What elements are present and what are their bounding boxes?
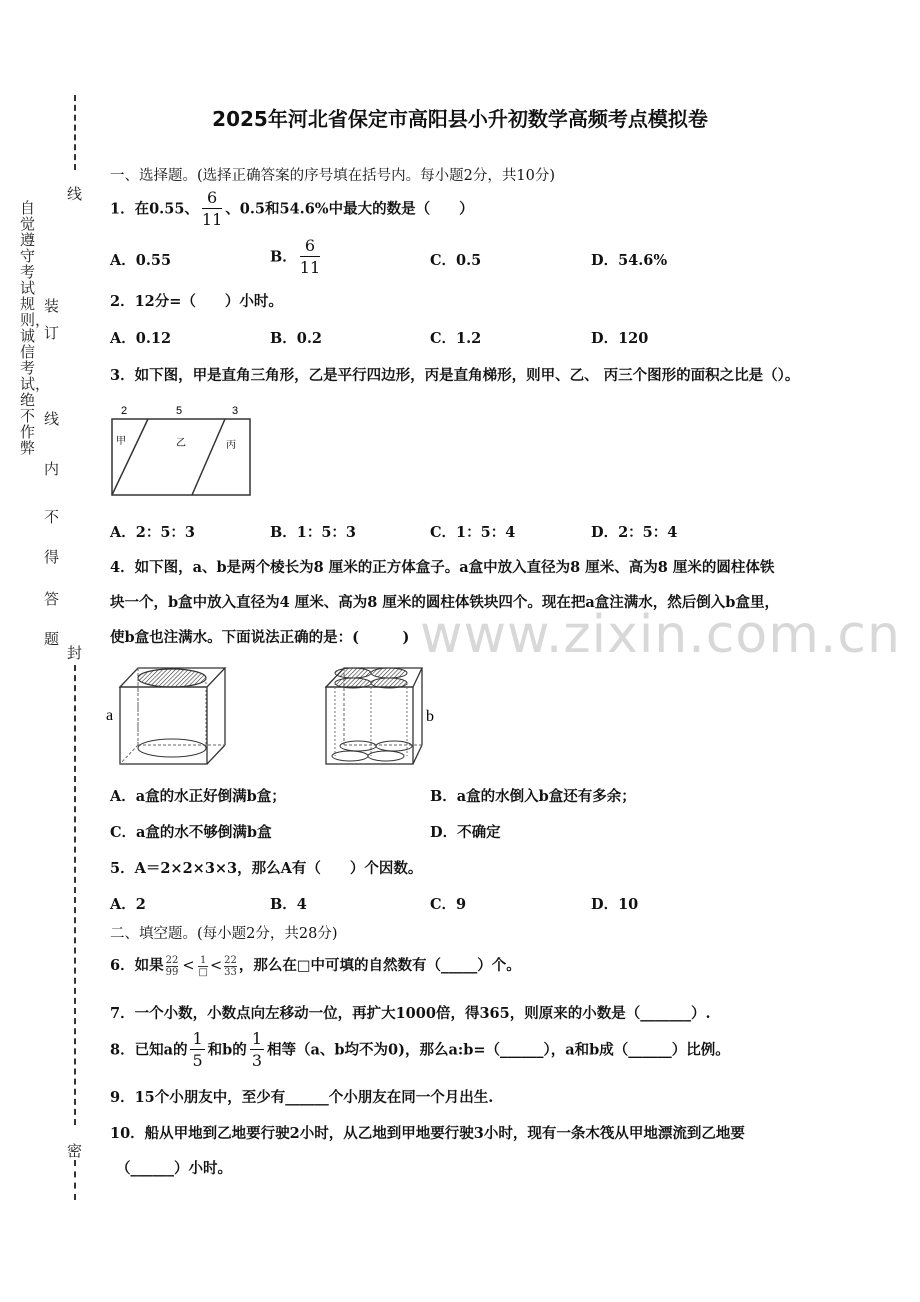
question-1 — [110, 188, 474, 231]
figure-label: 丙 — [226, 440, 236, 451]
question-4-line: 块一个，b盒中放入直径为4 厘米、高为8 厘米的圆柱体铁块四个。现在把a盒注满水，然后倒入b盒里， — [110, 594, 779, 611]
margin-label: 订 — [44, 324, 60, 342]
fraction: $\frac{6}{11}$ — [299, 236, 321, 277]
margin-label: 答 — [44, 590, 60, 608]
margin-label: 线 — [44, 410, 60, 428]
margin-label: 线 — [67, 185, 83, 203]
figure-label: 5 — [176, 405, 183, 417]
option-c[interactable]: C．1：5：4 — [430, 524, 516, 541]
margin-label: 内 — [44, 460, 60, 478]
margin-dash-line — [74, 665, 76, 1125]
question-text: 、0.5和54.6%中最大的数是（ ） — [225, 200, 474, 218]
question-4-line: 4．如下图，a、b是两个棱长为8 厘米的正方体盒子。a盒中放入直径为8 厘米、高为8 厘米的圆柱体铁 — [110, 559, 775, 576]
option-b[interactable]: B． $\frac{6}{11}$ — [270, 236, 321, 277]
figure-label: 甲 — [116, 436, 126, 447]
margin-label: 装 — [44, 297, 60, 315]
margin-dash-line — [74, 1160, 76, 1200]
question-10-line: 10．船从甲地到乙地要行驶2小时，从乙地到甲地要行驶3小时，现有一条木筏从甲地漂流到乙地要 — [110, 1125, 745, 1142]
option-b[interactable]: B．4 — [270, 896, 307, 913]
option-d[interactable]: D．不确定 — [430, 824, 501, 841]
section-header: 一、选择题。(选择正确答案的序号填在括号内。每小题2分，共10分) — [110, 168, 555, 184]
option-d[interactable]: D．10 — [591, 896, 639, 913]
page-title: 2025年河北省保定市高阳县小升初数学高频考点模拟卷 — [212, 107, 708, 131]
fraction: $\frac{1}{5}$ — [192, 1029, 203, 1070]
option-a[interactable]: A．2：5：3 — [110, 524, 196, 541]
margin-label: 封 — [67, 644, 83, 662]
figure-label: 乙 — [176, 438, 186, 449]
margin-label: 密 — [67, 1142, 83, 1160]
option-a[interactable]: A．0.55 — [110, 252, 172, 269]
figure-label: 3 — [232, 405, 239, 417]
question-3: 3．如下图，甲是直角三角形，乙是平行四边形，丙是直角梯形，则甲、乙、 丙三个图形的面积之比是（）。 — [110, 367, 800, 384]
option-a[interactable]: A．a盒的水正好倒满b盒； — [110, 788, 286, 805]
option-c[interactable]: C．1.2 — [430, 330, 482, 347]
question-5: 5．A＝2×2×3×3，那么A有（ ）个因数。 — [110, 860, 423, 877]
option-a[interactable]: A．0.12 — [110, 330, 172, 347]
question-2: 2．12分=（ ）小时。 — [110, 293, 283, 310]
option-d[interactable]: D．120 — [591, 330, 649, 347]
question-6: 6．如果 $\frac{22}{99}$ < 1 □ < $\frac{22}{33}$ ，那么在□中可填的自然数有（_____）个。 — [110, 954, 521, 978]
margin-label: 不 — [44, 508, 60, 526]
margin-label: 题 — [44, 630, 60, 648]
cube-b-figure — [318, 660, 440, 772]
question-4-line: 使b盒也注满水。下面说法正确的是：( ) — [110, 629, 410, 646]
question-9: 9．15个小朋友中，至少有______个小朋友在同一个月出生. — [110, 1089, 494, 1106]
fraction: 1 □ — [198, 954, 208, 978]
question-10-line: （______）小时。 — [116, 1160, 232, 1177]
fraction: $\frac{22}{99}$ — [165, 954, 179, 978]
section-header: 二、填空题。(每小题2分，共28分) — [110, 926, 338, 942]
option-b[interactable]: B．a盒的水倒入b盒还有多余； — [430, 788, 636, 805]
figure-label: b — [426, 708, 434, 725]
option-d[interactable]: D．54.6% — [591, 252, 668, 269]
cube-a-figure — [104, 660, 234, 772]
question-7: 7．一个小数，小数点向左移动一位，再扩大1000倍，得365，则原来的小数是（_______）. — [110, 1005, 711, 1022]
fraction: $\frac{1}{3}$ — [251, 1029, 262, 1070]
figure-label: 2 — [121, 405, 128, 417]
question-8: 8．已知a的 $\frac{1}{5}$ 和b的 $\frac{1}{3}$ 相等（a、b均不为0)，那么a:b=（______），a和b成（______）比例。 — [110, 1029, 730, 1070]
option-b[interactable]: B．0.2 — [270, 330, 322, 347]
option-c[interactable]: C．a盒的水不够倒满b盒 — [110, 824, 272, 841]
option-d[interactable]: D．2：5：4 — [591, 524, 678, 541]
option-a[interactable]: A．2 — [110, 896, 146, 913]
question-text: 1．在0.55、 — [110, 200, 199, 218]
option-c[interactable]: C．9 — [430, 896, 467, 913]
option-c[interactable]: C．0.5 — [430, 252, 482, 269]
figure-label: a — [106, 707, 114, 724]
option-b[interactable]: B．1：5：3 — [270, 524, 357, 541]
margin-label: 得 — [44, 548, 60, 566]
watermark: www.zixin.com.cn — [420, 605, 901, 665]
shapes-figure — [108, 404, 256, 500]
margin-side-text: 自觉遵守考试规则，诚信考试，绝不作弊 — [20, 199, 51, 457]
fraction: $\frac{22}{33}$ — [224, 954, 237, 978]
fraction: $\frac{6}{11}$ — [201, 188, 223, 229]
